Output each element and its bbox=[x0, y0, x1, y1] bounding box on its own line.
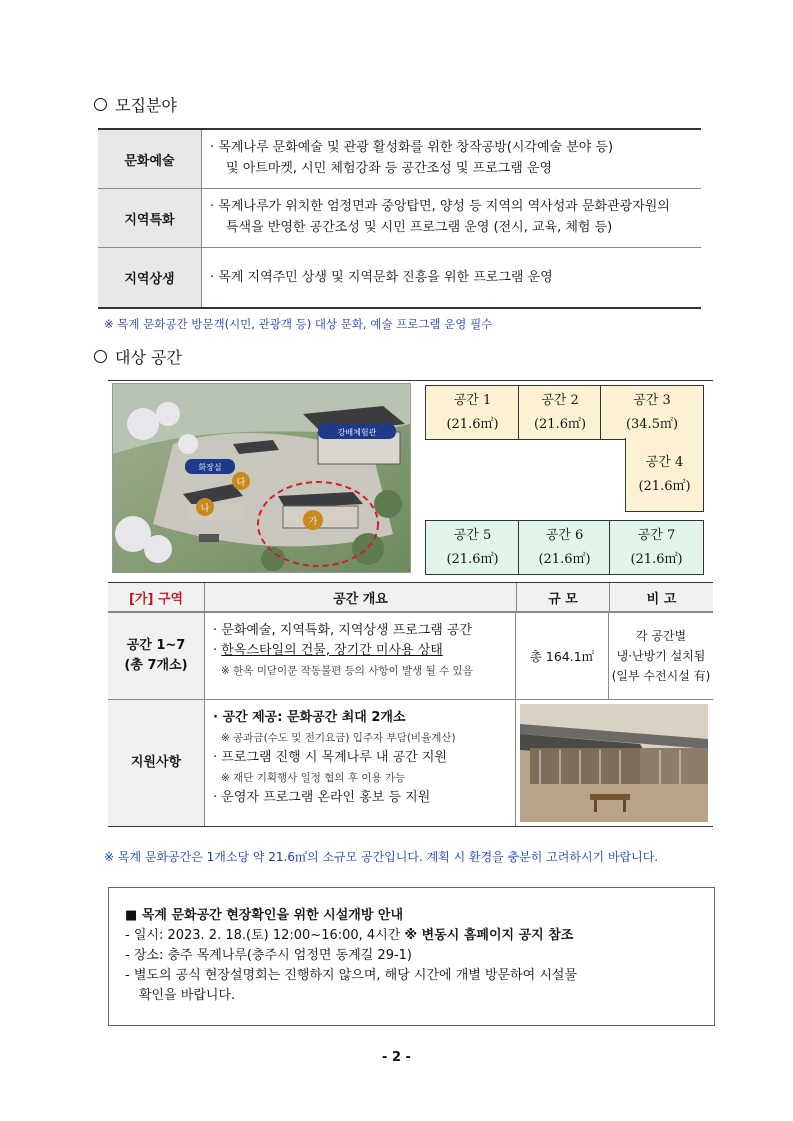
remark-line: 냉·난방기 설치됨 bbox=[616, 649, 706, 663]
page-number: - 2 - bbox=[382, 1050, 411, 1065]
row-overview bbox=[205, 613, 516, 699]
toilet-label: 화장실 bbox=[198, 463, 222, 472]
notice-date-note: ※ 변동시 홈페이지 공지 참조 bbox=[404, 928, 574, 943]
field-label: 지역상생 bbox=[98, 248, 202, 307]
space-size: (21.6㎡) bbox=[446, 416, 499, 432]
section-title-space bbox=[94, 345, 182, 368]
notice-etc-cont: 확인을 바랍니다. bbox=[139, 988, 236, 1003]
table-header bbox=[108, 583, 713, 612]
circle-bullet-icon bbox=[94, 98, 107, 111]
space-name: 공간 2 bbox=[541, 392, 579, 408]
space-cell-4 bbox=[625, 438, 704, 512]
fields-row bbox=[98, 130, 701, 189]
space-name: 공간 7 bbox=[637, 527, 676, 543]
fields-note: ※ 목계 문화공간 방문객(시민, 관광객 등) 대상 문화, 예술 프로그램 운영 필수 bbox=[104, 317, 493, 331]
hanok-photo-svg bbox=[520, 704, 708, 822]
space-size: (21.6㎡) bbox=[446, 551, 499, 567]
space-cell-2 bbox=[518, 385, 602, 440]
space-table bbox=[108, 582, 713, 827]
space-cell-7 bbox=[609, 520, 704, 575]
field-desc bbox=[202, 130, 701, 188]
divider bbox=[108, 380, 713, 381]
space-name: 공간 6 bbox=[545, 527, 584, 543]
field-line: 특색을 반영한 공간조성 및 시민 프로그램 운영 (전시, 교육, 체험 등) bbox=[226, 220, 613, 235]
space-name: 공간 3 bbox=[633, 392, 671, 408]
space-title: 대상 공간 bbox=[115, 348, 182, 367]
row-label bbox=[108, 613, 205, 699]
space-name: 공간 4 bbox=[645, 454, 684, 470]
fields-table bbox=[98, 128, 701, 309]
marker-ga: 가 bbox=[308, 517, 318, 527]
space-name: 공간 5 bbox=[453, 527, 492, 543]
table-row bbox=[108, 699, 713, 826]
space-note: ※ 목계 문화공간은 1개소당 약 21.6㎡의 소규모 공간입니다. 계획 시 환경을 충분히 고려하시기 바랍니다. bbox=[104, 850, 659, 864]
row-label-line: (총 7개소) bbox=[124, 658, 188, 673]
overview-note: ※ 재단 기획행사 일정 협의 후 이용 가능 bbox=[221, 772, 406, 784]
header-remark: 비 고 bbox=[646, 591, 677, 607]
row-scale: 총 164.1㎡ bbox=[516, 613, 609, 699]
space-name: 공간 1 bbox=[453, 392, 492, 408]
circle-bullet-icon bbox=[94, 350, 107, 363]
notice-box bbox=[108, 887, 715, 1026]
remark-line: 각 공간별 bbox=[635, 629, 687, 643]
remark-line: (일부 수전시설 有) bbox=[611, 669, 711, 683]
field-line: 및 아트마켓, 시민 체험강좌 등 공간조성 및 프로그램 운영 bbox=[226, 161, 553, 176]
notice-date-text: - 일시: 2023. 2. 18.(토) 12:00~16:00, 4시간 bbox=[125, 928, 401, 943]
field-desc bbox=[202, 248, 701, 307]
overview-bullet: · 공간 제공: 문화공간 최대 2개소 bbox=[213, 710, 406, 725]
space-size: (21.6㎡) bbox=[630, 551, 683, 567]
row-label-line: 공간 1~7 bbox=[126, 638, 186, 653]
notice-etc: - 별도의 공식 현장설명회는 진행하지 않으며, 해당 시간에 개별 방문하여 시설물 bbox=[125, 968, 578, 983]
bullet-prefix: · bbox=[213, 643, 222, 658]
row-label: 지원사항 bbox=[108, 700, 205, 826]
overview-bullet: · 문화예술, 지역특화, 지역상생 프로그램 공간 bbox=[213, 623, 473, 638]
fields-row bbox=[98, 189, 701, 248]
notice-date bbox=[125, 926, 573, 946]
field-desc bbox=[202, 189, 701, 247]
overview-bullet: · 운영자 프로그램 온라인 홍보 등 지원 bbox=[213, 790, 431, 805]
table-row bbox=[108, 612, 713, 699]
overview-bullet: · 프로그램 진행 시 목계나루 내 공간 지원 bbox=[213, 750, 447, 765]
overview-bullet bbox=[213, 641, 515, 661]
space-size: (34.5㎡) bbox=[625, 416, 679, 432]
field-label: 문화예술 bbox=[98, 130, 202, 188]
notice-place: - 장소: 충주 목계나루(충주시 엄정면 동계길 29-1) bbox=[125, 948, 412, 963]
notice-title: ■ 목계 문화공간 현장확인을 위한 시설개방 안내 bbox=[125, 908, 404, 923]
row-overview bbox=[205, 700, 516, 826]
overview-note: ※ 한옥 미닫이문 작동불편 등의 사항이 발생 될 수 있음 bbox=[221, 665, 473, 677]
section-title-fields bbox=[94, 93, 177, 116]
space-cell-3 bbox=[600, 385, 704, 440]
header-scale: 규 모 bbox=[517, 583, 610, 611]
underlined-text: 한옥스타일의 건물, 장기간 미사용 상태 bbox=[221, 643, 443, 658]
header-zone: [가] 구역 bbox=[108, 583, 205, 611]
space-cell-5 bbox=[425, 520, 520, 575]
field-line: · 목계나루가 위치한 엄정면과 중앙탑면, 양성 등 지역의 역사성과 문화관광자원의 bbox=[210, 199, 670, 214]
marker-na: 나 bbox=[200, 504, 210, 514]
aerial-map-svg bbox=[113, 384, 410, 572]
marker-da: 다 bbox=[236, 478, 246, 488]
header-overview: 공간 개요 bbox=[205, 583, 517, 611]
space-size: (21.6㎡) bbox=[638, 478, 691, 494]
space-cell-1 bbox=[425, 385, 520, 440]
space-size: (21.6㎡) bbox=[538, 551, 591, 567]
aerial-map-image bbox=[112, 383, 411, 573]
space-size: (21.6㎡) bbox=[533, 416, 587, 432]
space-cell-6 bbox=[518, 520, 611, 575]
fields-title: 모집분야 bbox=[115, 96, 177, 115]
field-label: 지역특화 bbox=[98, 189, 202, 247]
field-line: · 목계나루 문화예술 및 관광 활성화를 위한 창작공방(시각예술 분야 등) bbox=[210, 140, 614, 155]
fields-row bbox=[98, 248, 701, 307]
hall-label: 강배체험관 bbox=[337, 428, 377, 437]
field-line: · 목계 지역주민 상생 및 지역문화 진흥을 위한 프로그램 운영 bbox=[210, 270, 553, 285]
overview-note: ※ 공과금(수도 및 전기요금) 입주자 부담(비율계산) bbox=[221, 732, 456, 744]
hanok-photo bbox=[516, 700, 713, 826]
row-remark bbox=[609, 613, 713, 699]
